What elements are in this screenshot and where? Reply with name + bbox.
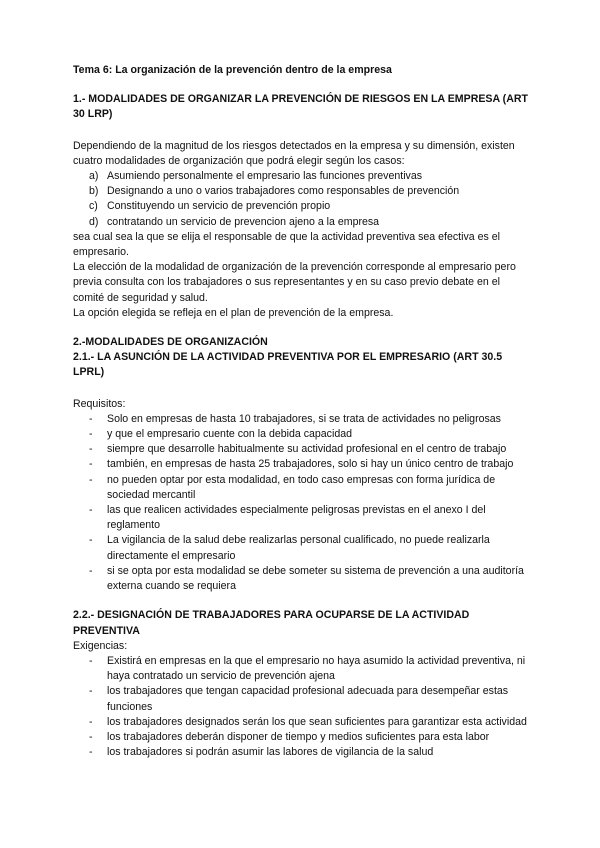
list-item: - Solo en empresas de hasta 10 trabajadores, si se trata de actividades no peligrosas (89, 412, 501, 425)
section-1-paragraph: La elección de la modalidad de organización de la prevención corresponde al empresario pero previa consulta con los trabajadores o sus representantes y en su caso previo debate en el comité de seguridad y salud. (73, 261, 516, 304)
list-item: - si se opta por esta modalidad se debe someter su sistema de prevención a una auditoría externa cuando se requiera (89, 564, 524, 593)
requirements-list (73, 412, 531, 594)
requirements-label: Requisitos: (73, 397, 126, 410)
section-1-paragraph: La opción elegida se refleja en el plan de prevención de la empresa. (73, 306, 394, 319)
subsection-2-2-heading: 2.2.- DESIGNACIÓN DE TRABAJADORES PARA OCUPARSE DE LA ACTIVIDAD PREVENTIVA (73, 609, 470, 637)
list-item: - también, en empresas de hasta 25 trabajadores, solo si hay un único centro de trabajo (89, 458, 514, 471)
list-item: - Existirá en empresas en la que el empresario no haya asumido la actividad preventiva, ni haya contratado un servicio de prevención ajena (89, 654, 526, 683)
list-item: - no pueden optar por esta modalidad, en todo caso empresas con forma jurídica de sociedad mercantil (89, 473, 496, 501)
list-item: - y que el empresario cuente con la debida capacidad (89, 428, 352, 441)
requirements-label: Exigencias: (73, 639, 128, 652)
list-item: - La vigilancia de la salud debe realizarlas personal cualificado, no puede realizarla directamente el empresario (89, 534, 490, 562)
list-item: - los trabajadores deberán disponer de tiempo y medios suficientes para esta labor (89, 730, 490, 743)
subsection-2-1-heading: 2.1.- LA ASUNCIÓN DE LA ACTIVIDAD PREVENTIVA POR EL EMPRESARIO (ART 30.5 LPRL) (73, 351, 503, 379)
list-marker: c) (89, 200, 98, 213)
list-marker: a) (89, 170, 99, 183)
list-item: c) Constituyendo un servicio de prevención propio (73, 199, 531, 214)
document-page (73, 63, 531, 760)
list-marker: b) (89, 185, 99, 198)
list-marker: d) (89, 215, 99, 228)
document-title: Tema 6: La organización de la prevención dentro de la empresa (73, 64, 392, 76)
section-1-heading: 1.- MODALIDADES DE ORGANIZAR LA PREVENCIÓN DE RIESGOS EN LA EMPRESA (ART 30 LRP) (73, 93, 528, 121)
list-item: - las que realicen actividades especialmente peligrosas previstas en el anexo I del reglamento (89, 504, 486, 532)
section-1-intro: Dependiendo de la magnitud de los riesgos detectados en la empresa y su dimensión, existen cuatro modalidades de organización que podrá elegir según los casos: (73, 139, 515, 167)
section-2-heading: 2.-MODALIDADES DE ORGANIZACIÓN (73, 336, 268, 349)
list-item: a) Asumiendo personalmente el empresario las funciones preventivas (73, 169, 531, 184)
list-item: b) Designando a uno o varios trabajadores como responsables de prevención (73, 184, 531, 199)
requirements-list (73, 654, 531, 760)
list-item: - los trabajadores designados serán los que sean suficientes para garantizar esta actividad (89, 715, 527, 728)
modalities-list (73, 169, 531, 230)
section-1-paragraph: sea cual sea la que se elija el responsable de que la actividad preventiva sea efectiva es el empresario. (73, 230, 500, 259)
list-item: d) contratando un servicio de prevencion ajeno a la empresa (73, 215, 531, 230)
list-item: - los trabajadores que tengan capacidad profesional adecuada para desempeñar estas funciones (89, 685, 509, 713)
list-item: - los trabajadores si podrán asumir las labores de vigilancia de la salud (89, 746, 434, 759)
list-item: - siempre que desarrolle habitualmente su actividad profesional en el centro de trabajo (89, 443, 507, 456)
